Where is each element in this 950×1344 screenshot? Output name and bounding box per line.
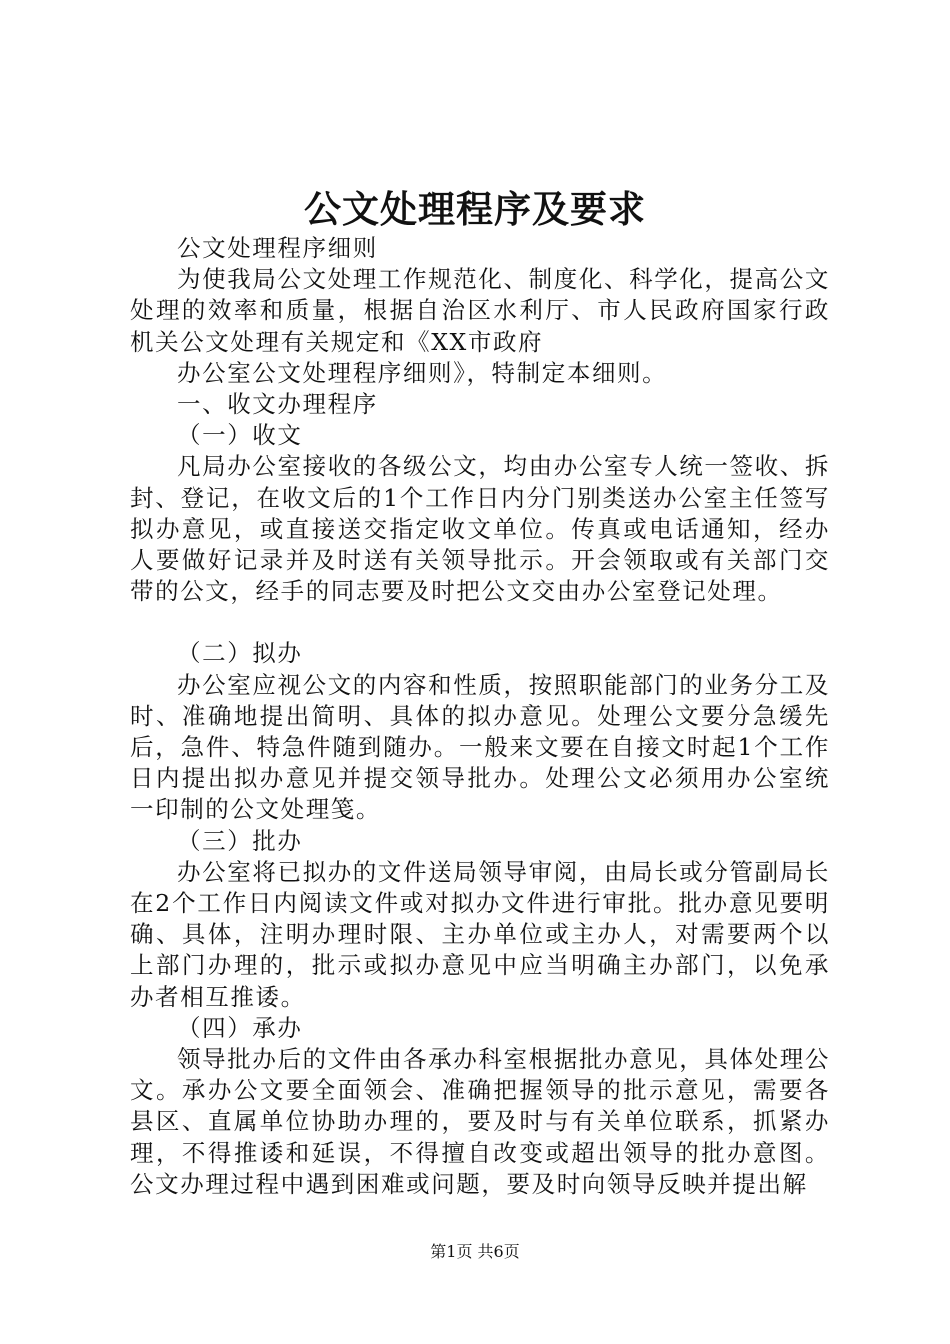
document-body <box>130 233 830 1200</box>
paragraph-approve: 办公室将已拟办的文件送局领导审阅，由局长或分管副局长在2个工作日内阅读文件或对拟办文件进行审批。批办意见要明确、具体，注明办理时限、主办单位或主办人，对需要两个以上部门办理的，批示或拟办意见中应当明确主办部门，以免承办者相互推诿。 <box>130 857 830 1011</box>
subsection-heading-draft: （二）拟办 <box>177 639 303 668</box>
paragraph-receive: 凡局办公室接收的各级公文，均由办公室专人统一签收、拆封、登记，在收文后的1个工作日内分门别类送办公室主任签写拟办意见，或直接送交指定收文单位。传真或电话通知，经办人要做好记录并及时送有关领导批示。开会领取或有关部门交带的公文，经手的同志要及时把公文交由办公室登记处理。 <box>130 452 830 606</box>
subsection-heading-undertake: （四）承办 <box>177 1013 303 1042</box>
subsection-heading-approve: （三）批办 <box>177 826 303 855</box>
paragraph-purpose-continued: 办公室公文处理程序细则》，特制定本细则。 <box>177 358 668 387</box>
paragraph-draft: 办公室应视公文的内容和性质，按照职能部门的业务分工及时、准确地提出简明、具体的拟办意见。处理公文要分急缓先后，急件、特急件随到随办。一般来文要在自接文时起1个工作日内提出拟办意见并提交领导批办。处理公文必须用办公室统一印制的公文处理笺。 <box>130 670 830 824</box>
subsection-heading-receive: （一）收文 <box>177 421 303 450</box>
page-title: 公文处理程序及要求 <box>304 187 646 231</box>
section-heading-receiving: 一、收文办理程序 <box>177 390 378 419</box>
paragraph-heading-rules: 公文处理程序细则 <box>177 234 378 262</box>
paragraph-undertake: 领导批办后的文件由各承办科室根据批办意见，具体处理公文。承办公文要全面领会、准确把握领导的批示意见，需要各县区、直属单位协助办理的，要及时与有关单位联系，抓紧办理，不得推诿和延误，不得擅自改变或超出领导的批办意图。公文办理过程中遇到困难或问题，要及时向领导反映并提出解 <box>130 1045 830 1198</box>
page-number-footer: 第1页 共6页 <box>430 1242 520 1261</box>
paragraph-purpose: 为使我局公文处理工作规范化、制度化、科学化，提高公文处理的效率和质量，根据自治区水利厅、市人民政府国家行政机关公文处理有关规定和《XX市政府 <box>130 265 830 356</box>
